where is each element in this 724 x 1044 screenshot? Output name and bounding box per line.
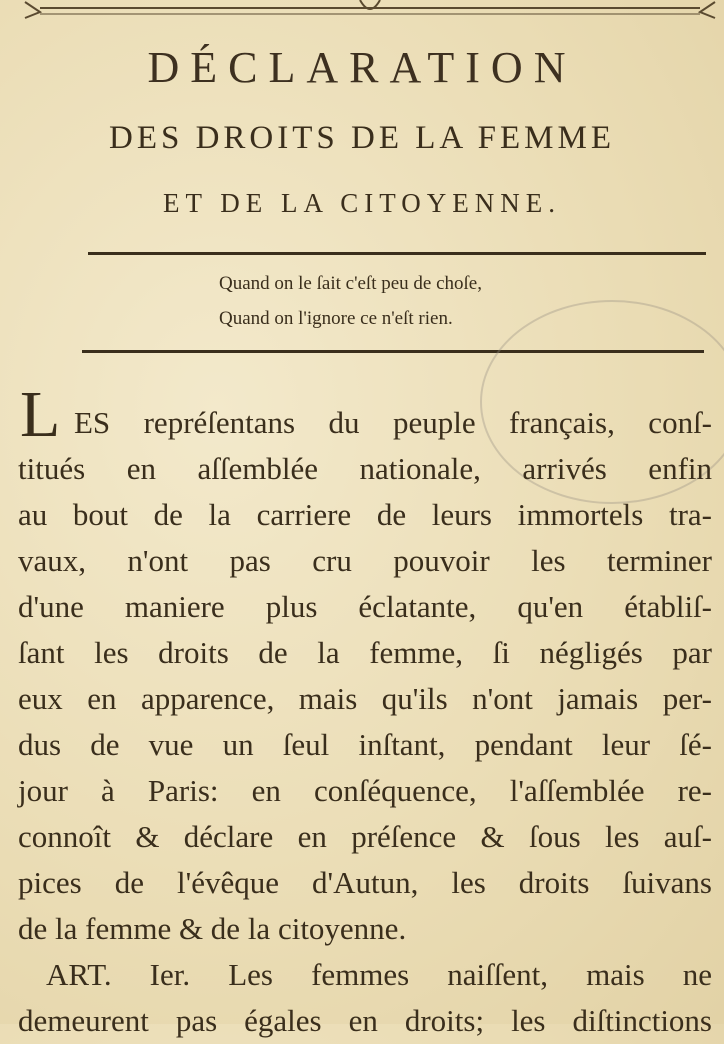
body-line: au bout de la carriere de leurs immortels tra-	[18, 497, 712, 532]
body-line: jour à Paris: en conſéquence, l'aſſemblée re-	[18, 773, 712, 808]
body-line: demeurent pas égales en droits; les diſtinctions	[18, 1003, 712, 1038]
body-line: d'une maniere plus éclatante, qu'en établiſ-	[18, 589, 712, 624]
epigraph-line-2: Quand on l'ignore ce n'eſt rien.	[219, 308, 453, 329]
body-line: eux en apparence, mais qu'ils n'ont jamais per-	[18, 681, 712, 716]
divider-top	[88, 252, 706, 255]
body-line: de la femme & de la citoyenne.	[18, 911, 407, 946]
body-line: titués en aſſemblée nationale, arrivés enfin	[18, 451, 712, 486]
article-1-line: ART. Ier. Les femmes naiſſent, mais ne	[46, 957, 712, 992]
title-declaration: DÉCLARATION	[147, 43, 577, 92]
epigraph-line-1: Quand on le ſait c'eſt peu de choſe,	[219, 273, 482, 294]
title-line-2: DES DROITS DE LA FEMME	[108, 120, 616, 156]
body-line: dus de vue un ſeul inſtant, pendant leur ſé-	[18, 727, 712, 762]
body-line: ES repréſentans du peuple français, conſ-	[74, 405, 712, 440]
body-line: ſant les droits de la femme, ſi négligés par	[18, 635, 712, 670]
body-text	[18, 400, 712, 1044]
body-line: connoît & déclare en préſence & ſous les auſ-	[18, 819, 712, 854]
body-line: pices de l'évêque d'Autun, les droits ſuivans	[18, 865, 712, 900]
body-line: vaux, n'ont pas cru pouvoir les terminer	[18, 543, 712, 578]
decorative-border-ornament	[20, 0, 720, 20]
drop-cap: L	[20, 378, 61, 451]
title-line-3: ET DE LA CITOYENNE.	[163, 188, 561, 218]
